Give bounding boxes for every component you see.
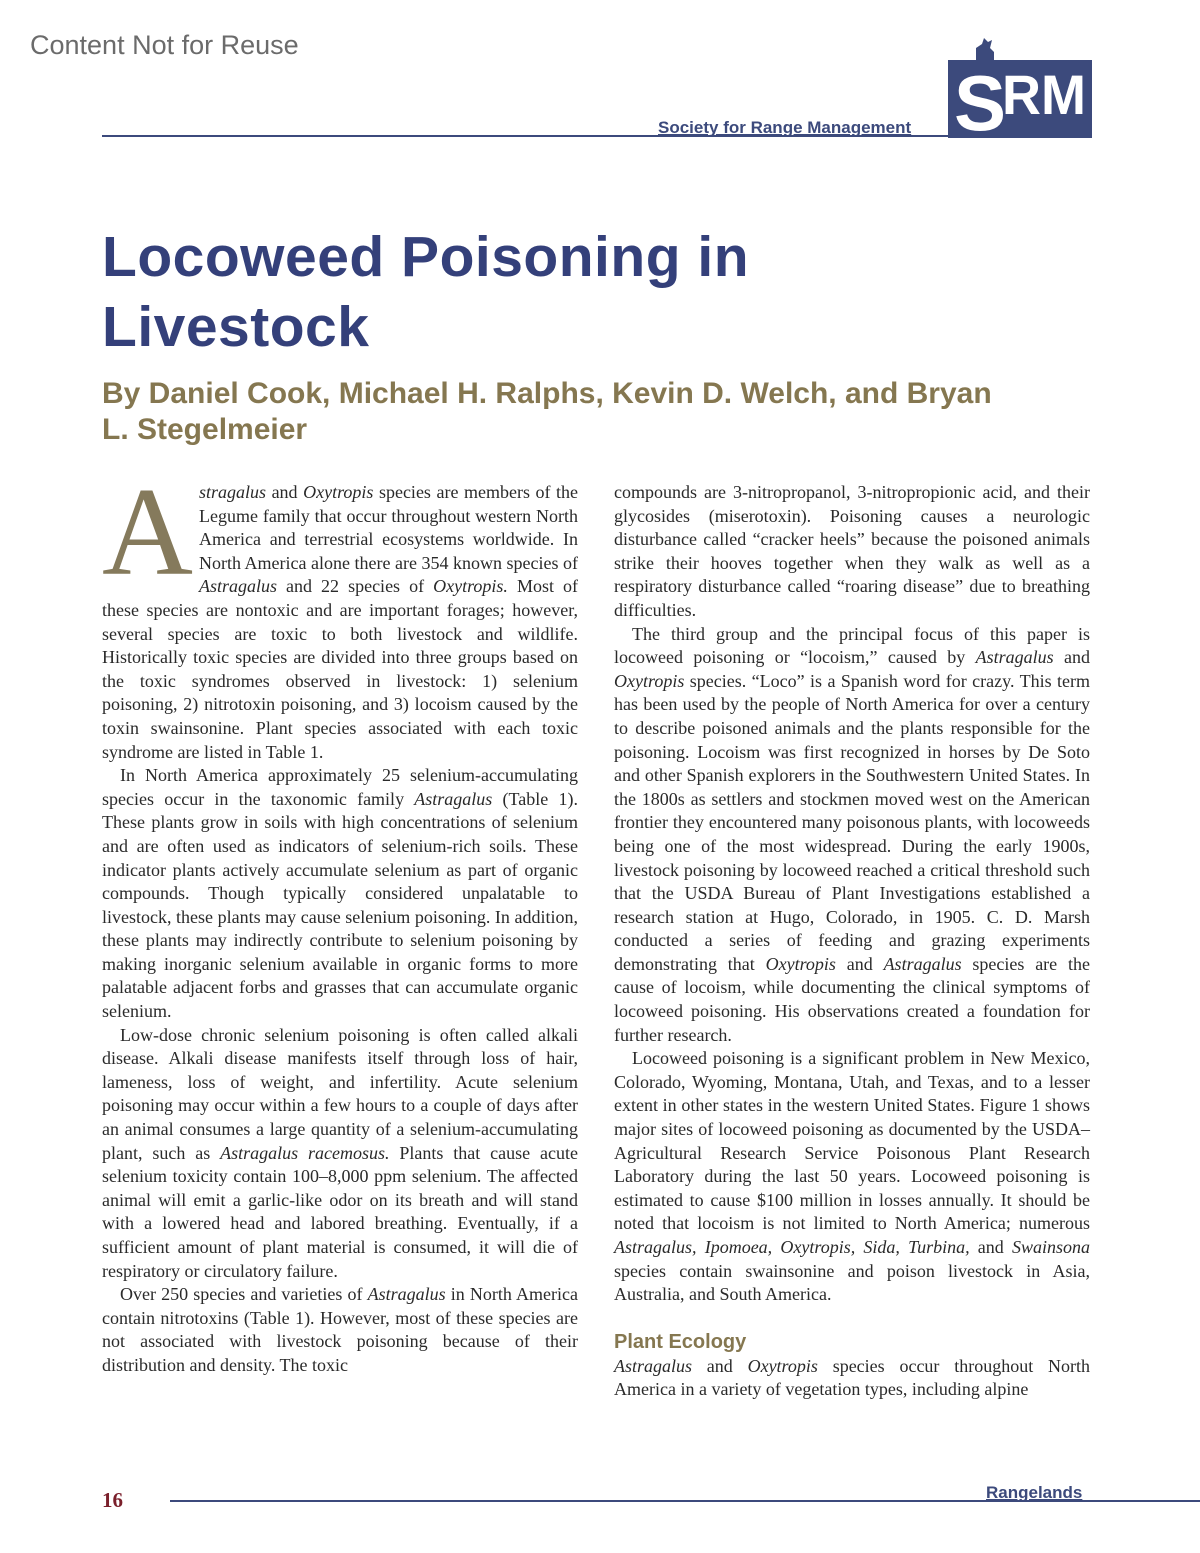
- italic-text: Astragalus, Ipomoea, Oxytropis, Sida, Turbina,: [614, 1237, 970, 1257]
- text: in North America contain nitrotoxins (Table 1). However, most of these species are not associated with livestock poisoning because of their distribution and density. The toxic: [102, 1284, 579, 1375]
- watermark: Content Not for Reuse: [30, 30, 299, 60]
- text: Plants that cause acute selenium toxicity contain 100–8,000 ppm selenium. The affected animal will emit a garlic-like odor on its breath and will stand with a lowered head and labored breathing. Eventually, if a sufficient amount of plant material is consumed, it will die of respiratory or circulatory failure.: [102, 1142, 578, 1281]
- italic-text: Oxytropis: [747, 1355, 818, 1376]
- text: Low-dose chronic selenium poisoning is often called alkali disease. Alkali disease manifests itself through loss of hair, lameness, loss of weight, and infertility. Acute selenium poisoning may occur within a few hours to a couple of days after an animal consumes a large quantity of a selenium-accumulating plant, such as: [102, 1024, 578, 1163]
- drop-cap: A: [102, 463, 193, 602]
- text: Most of these species are nontoxic and are important forages; however, several species are toxic to both livestock and wildlife. Historically toxic species are divided into three groups based on the toxic syndromes observed in livestock: 1) selenium poisoning, 2) nitrotoxin poisoning, and 3) locoism caused by the toxin swainsonine. Plant species associated with each toxic syndrome are listed in Table 1.: [102, 576, 578, 762]
- italic-text: Oxytropis: [614, 670, 685, 691]
- text: Locoweed poisoning is a significant problem in New Mexico, Colorado, Wyoming, Montana, Utah, and Texas, and to a lesser extent in other states in the western United States. Figure 1 shows major sites of locoweed poisoning as documented by the USDA–Agricultural Research Service Poisonous Plant Research Laboratory during the last 50 years. Locoweed poisoning is estimated to cause $100 million in losses annually. It should be noted that locoism is not limited to North America; numerous: [614, 1048, 1090, 1234]
- text: In North America approximately 25 selenium-accumulating species occur in the taxonomic family: [102, 765, 578, 809]
- right-column: [614, 481, 1090, 1402]
- paragraph: [614, 1047, 1090, 1307]
- text: species are the cause of locoism, while documenting the clinical symptoms of locoweed poisoning. His observations created a foundation for further research.: [614, 953, 1090, 1045]
- text: and 22 species of: [277, 576, 434, 597]
- article-title: Locoweed Poisoning in Livestock: [102, 225, 750, 359]
- italic-text: Oxytropis: [303, 482, 374, 502]
- paragraph: [102, 463, 578, 764]
- italic-text: Astragalus: [975, 647, 1054, 668]
- text: and: [266, 482, 304, 502]
- italic-text: stragalus: [199, 482, 267, 502]
- italic-text: Astragalus racemosus.: [220, 1142, 390, 1163]
- paragraph: [102, 1024, 578, 1284]
- paragraph: [102, 1283, 578, 1377]
- text: species contain swainsonine and poison livestock in Asia, Australia, and South America.: [614, 1260, 1090, 1305]
- paragraph: [102, 764, 578, 1024]
- text: compounds are 3-nitropropanol, 3-nitropropionic acid, and their glycosides (miserotoxin). Poisoning causes a neurologic disturbance called “cracker heels” because the poisoned animals strike their hooves together when they walk as well as a respiratory disturbance called “roaring disease” due to breathing difficulties.: [614, 482, 1090, 620]
- svg-text:S: S: [954, 59, 1007, 138]
- left-column: [102, 463, 579, 1378]
- text: species. “Loco” is a Spanish word for crazy. This term has been used by the people of North America for over a century to describe poisoned animals and the plants responsible for the poisoning. Locoism was first recognized in horses by De Soto and other Spanish explorers in the Southwestern United States. In the 1800s as settlers and stockmen moved west on the American frontier they encountered many poisonous plants, with locoweeds being one of the most widespread. During the early 1900s, livestock poisoning by locoweed reached a critical threshold such that the USDA Bureau of Plant Investigations established a research station at Hugo, Colorado, in 1905. C. D. Marsh conducted a series of feeding and grazing experiments demonstrating that: [614, 670, 1090, 974]
- paragraph: [614, 623, 1090, 1048]
- italic-text: Oxytropis.: [433, 576, 508, 597]
- paragraph: [614, 1355, 1090, 1402]
- text: (Table 1). These plants grow in soils with high concentrations of selenium and are often used as indicators of selenium-rich soils. These indicator plants actively accumulate selenium as part of organic compounds. Though typically considered unpalatable to livestock, these plants may cause selenium poisoning. In addition, these plants may indirectly contribute to selenium poisoning by making inorganic selenium available in organic forms to more palatable adjacent forbs and grasses that can accumulate organic selenium.: [102, 788, 578, 1022]
- article-authors: By Daniel Cook, Michael H. Ralphs, Kevin D. Welch, and Bryan L. Stegelmeier: [102, 377, 992, 446]
- italic-text: Oxytropis: [765, 953, 836, 974]
- italic-text: Swainsona: [1011, 1237, 1090, 1257]
- italic-text: Astragalus: [883, 953, 962, 974]
- text: species occur throughout North America in a variety of vegetation types, including alpine: [614, 1355, 1090, 1400]
- society-name[interactable]: Society for Range Management: [658, 118, 912, 137]
- svg-text:RM: RM: [1002, 63, 1086, 126]
- text: species are members of the Legume family that occur throughout western North America and terrestrial ecosystems worldwide. In North America alone there are 354 known species of: [199, 482, 578, 573]
- page-number: 16: [102, 1488, 123, 1512]
- italic-text: Astragalus: [414, 788, 493, 809]
- italic-text: Astragalus: [614, 1355, 693, 1376]
- italic-text: Astragalus: [199, 576, 278, 597]
- text: and: [1053, 647, 1090, 668]
- srm-logo: [946, 30, 1092, 138]
- text: The third group and the principal focus of this paper is locoweed poisoning or “locoism,” caused by: [614, 623, 1090, 668]
- journal-name[interactable]: Rangelands: [986, 1483, 1083, 1502]
- section-heading: Plant Ecology: [614, 1330, 747, 1353]
- paragraph: [614, 481, 1090, 623]
- italic-text: Astragalus: [367, 1284, 446, 1305]
- text: Over 250 species and varieties of: [120, 1284, 368, 1305]
- text: and: [692, 1355, 748, 1376]
- text: and: [835, 953, 884, 974]
- text: and: [969, 1237, 1012, 1257]
